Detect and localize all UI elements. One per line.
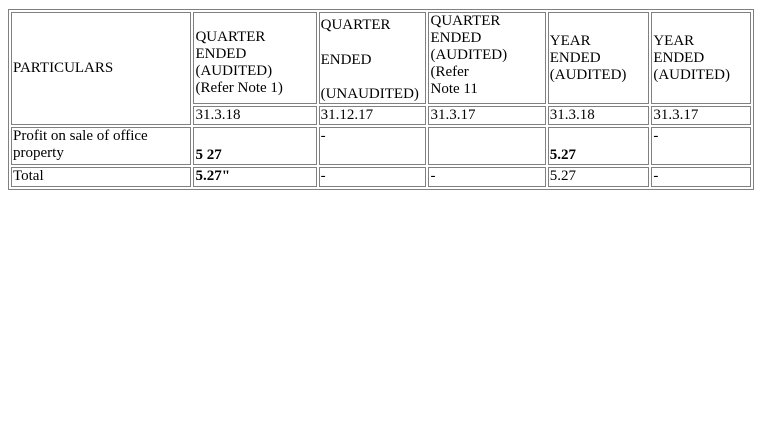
particulars-header-text: PARTICULARS	[13, 60, 114, 76]
total-q1-value: 5.27"	[193, 167, 316, 187]
header-2-line-2: ENDED	[320, 51, 372, 68]
header-4-line-3: (AUDITED)	[549, 66, 627, 83]
header-5-line-1: YEAR	[653, 32, 695, 49]
header-3-line-4: (Refer	[430, 64, 469, 80]
header-1-line-4: (Refer Note 1)	[195, 80, 283, 96]
profit-y2-value: -	[651, 127, 751, 165]
header-quarter-ended-audited-1	[193, 12, 316, 104]
date-cell-5: 31.3.17	[651, 106, 751, 125]
header-2-line-1: QUARTER	[320, 17, 391, 33]
date-cell-4: 31.3.18	[548, 106, 650, 125]
profit-q3-value	[428, 127, 545, 165]
header-3-line-5: Note 11	[430, 81, 478, 97]
header-5-line-2: ENDED	[653, 49, 705, 66]
total-y2-value: -	[651, 167, 751, 187]
header-3-line-2: ENDED	[430, 30, 482, 46]
header-3-line-3: (AUDITED)	[430, 47, 508, 63]
profit-y1-value: 5.27	[548, 127, 650, 165]
particulars-header	[11, 12, 191, 125]
date-cell-2: 31.12.17	[319, 106, 427, 125]
header-1-line-3: (AUDITED)	[195, 63, 273, 79]
header-row	[11, 12, 751, 104]
financial-table	[8, 9, 754, 190]
header-1-line-1: QUARTER	[195, 29, 266, 45]
table-row-profit	[11, 127, 751, 165]
header-4-line-2: ENDED	[549, 49, 601, 66]
row-label-total: Total	[11, 167, 191, 187]
total-q3-value: -	[428, 167, 545, 187]
header-quarter-ended-unaudited	[319, 12, 427, 104]
profit-q2-value: -	[319, 127, 427, 165]
header-year-ended-audited-2	[651, 12, 751, 104]
header-2-line-3: (UNAUDITED)	[320, 86, 419, 102]
total-q2-value: -	[319, 167, 427, 187]
header-1-line-2: ENDED	[195, 46, 247, 62]
header-year-ended-audited-1	[548, 12, 650, 104]
date-cell-3: 31.3.17	[428, 106, 545, 125]
header-3-line-1: QUARTER	[430, 13, 501, 29]
header-4-line-1: YEAR	[549, 32, 591, 49]
header-5-line-3: (AUDITED)	[653, 66, 730, 83]
profit-q1-value: 5 27	[193, 127, 316, 165]
row-label-profit: Profit on sale of office property	[11, 127, 191, 165]
date-cell-1: 31.3.18	[193, 106, 316, 125]
header-quarter-ended-audited-2	[428, 12, 545, 104]
table-row-total	[11, 167, 751, 187]
total-y1-value: 5.27	[548, 167, 650, 187]
